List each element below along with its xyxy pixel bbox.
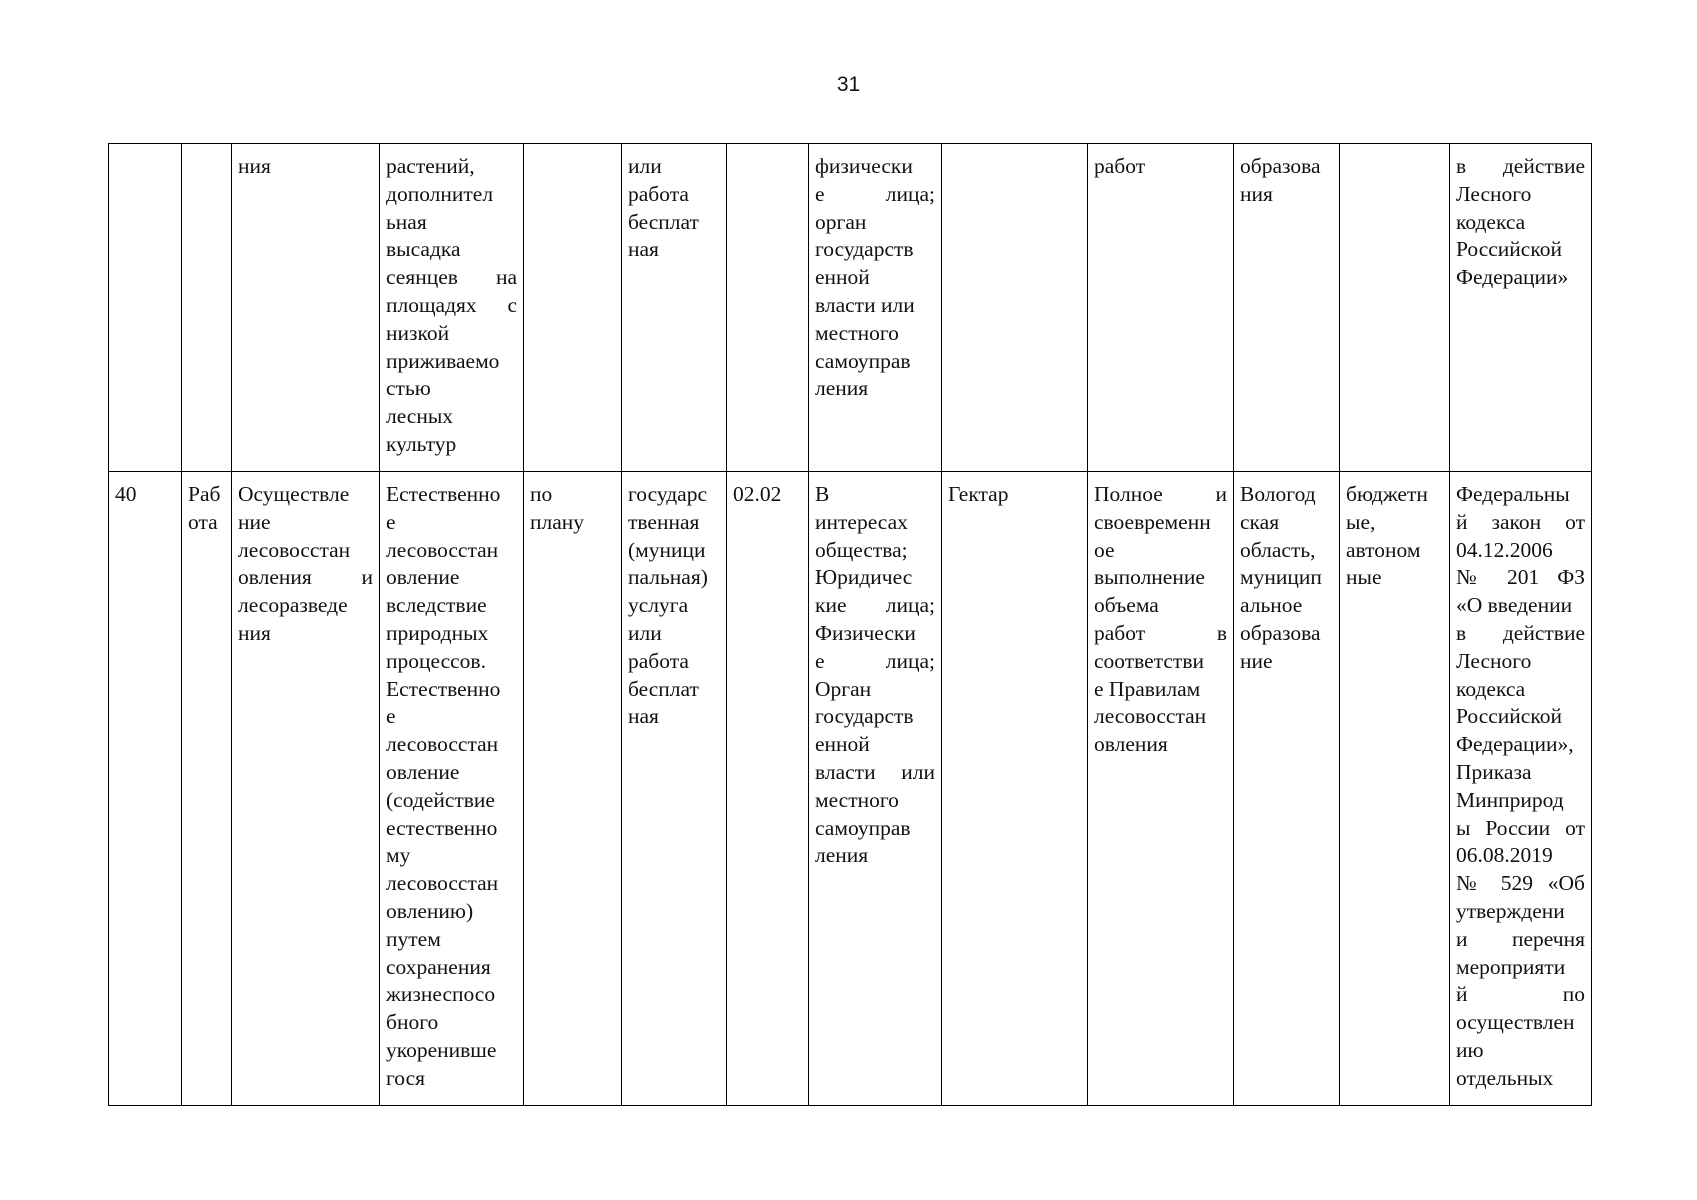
cell-text-line: е лица; bbox=[815, 181, 935, 206]
cell-number bbox=[109, 144, 182, 472]
cell-text-line: или bbox=[628, 154, 662, 178]
cell-text-line: Полное и bbox=[1094, 482, 1227, 506]
cell-number bbox=[109, 472, 182, 1106]
cell-text-line: енной bbox=[815, 732, 870, 757]
cell-name bbox=[232, 144, 380, 472]
cell-text-line: Российской bbox=[1456, 237, 1562, 262]
cell-text-line: Минприрод bbox=[1456, 787, 1564, 812]
cell-name bbox=[232, 472, 380, 1106]
cell-type bbox=[182, 144, 232, 472]
cell-text-line: работа bbox=[628, 648, 689, 673]
cell-text-line: 02.02 bbox=[733, 482, 782, 506]
cell-text-line: Российской bbox=[1456, 704, 1562, 729]
cell-text-line: Федерации» bbox=[1456, 265, 1569, 290]
cell-text-line: енной bbox=[815, 265, 870, 290]
cell-institution-type bbox=[1340, 472, 1450, 1106]
cell-text-line: й по bbox=[1456, 982, 1585, 1007]
cell-territory bbox=[1234, 472, 1340, 1106]
cell-text-line: государств bbox=[815, 237, 914, 262]
table-row bbox=[109, 472, 1592, 1106]
cell-text-line: вследствие bbox=[386, 593, 487, 618]
cell-text-line: работа bbox=[628, 181, 689, 206]
cell-text-line: физически bbox=[815, 154, 913, 178]
cell-text-line: ьная bbox=[386, 209, 427, 234]
cell-text-line: ные bbox=[1346, 565, 1382, 590]
cell-text-line: отдельных bbox=[1456, 1065, 1554, 1090]
cell-text-line: лесовосстан bbox=[386, 732, 499, 757]
cell-text-line: Лесного bbox=[1456, 181, 1532, 206]
cell-text-line: 40 bbox=[115, 482, 137, 506]
cell-text-line: ния bbox=[238, 154, 271, 178]
table-row bbox=[109, 144, 1592, 472]
cell-text-line: власти или bbox=[815, 759, 935, 784]
cell-text-line: В bbox=[815, 482, 830, 506]
cell-text-line: ые, bbox=[1346, 509, 1376, 534]
cell-text-line: бюджетн bbox=[1346, 482, 1428, 506]
cell-text-line: образова bbox=[1240, 620, 1321, 645]
cell-text-line: овления и bbox=[238, 565, 373, 590]
cell-text-line: область, bbox=[1240, 537, 1316, 562]
cell-text-line: по bbox=[530, 482, 553, 506]
cell-text-line: сохранения bbox=[386, 954, 491, 979]
cell-text-line: укоренивше bbox=[386, 1037, 497, 1062]
cell-text-line: ы России от bbox=[1456, 815, 1585, 840]
cell-text-line: овление bbox=[386, 759, 460, 784]
cell-text-line: пальная) bbox=[628, 565, 708, 590]
cell-text-line: интересах bbox=[815, 509, 908, 534]
cell-text-line: самоуправ bbox=[815, 815, 911, 840]
cell-text-line: й закон от bbox=[1456, 509, 1585, 534]
cell-consumers bbox=[809, 144, 942, 472]
cell-text-line: Федерации», bbox=[1456, 732, 1574, 757]
cell-text-line: лесных bbox=[386, 404, 454, 429]
cell-code bbox=[727, 472, 809, 1106]
cell-text-line: Приказа bbox=[1456, 759, 1532, 784]
cell-text-line: высадка bbox=[386, 237, 461, 262]
cell-text-line: 06.08.2019 bbox=[1456, 843, 1553, 868]
cell-text-line: ние bbox=[1240, 648, 1273, 673]
cell-text-line: ния bbox=[238, 620, 271, 645]
cell-text-line: в действие bbox=[1456, 620, 1585, 645]
cell-text-line: плану bbox=[530, 509, 585, 534]
cell-text-line: бного bbox=[386, 1010, 439, 1035]
cell-text-line: ния bbox=[1240, 181, 1273, 206]
cell-text-line: государс bbox=[628, 482, 707, 506]
cell-text-line: власти или bbox=[815, 292, 915, 317]
cell-code bbox=[727, 144, 809, 472]
cell-text-line: местного bbox=[815, 320, 899, 345]
cell-indicator bbox=[1088, 472, 1234, 1106]
cell-text-line: ота bbox=[188, 509, 218, 534]
cell-text-line: гося bbox=[386, 1065, 426, 1090]
cell-text-line: «О введении bbox=[1456, 593, 1573, 618]
cell-text-line: лесовосстан bbox=[386, 871, 499, 896]
cell-text-line: естественно bbox=[386, 815, 498, 840]
cell-text-line: Лесного bbox=[1456, 648, 1532, 673]
cell-text-line: растений, bbox=[386, 154, 475, 178]
cell-unit bbox=[942, 472, 1088, 1106]
document-table bbox=[108, 143, 1592, 1106]
cell-text-line: Гектар bbox=[948, 482, 1009, 506]
cell-text-line: ления bbox=[815, 376, 869, 401]
cell-text-line: е Правилам bbox=[1094, 676, 1201, 701]
cell-text-line: в действие bbox=[1456, 154, 1585, 178]
cell-text-line: автоном bbox=[1346, 537, 1421, 562]
cell-text-line: выполнение bbox=[1094, 565, 1205, 590]
cell-text-line: Естественно bbox=[386, 676, 501, 701]
cell-text-line: утверждени bbox=[1456, 898, 1565, 923]
cell-text-line: Федеральны bbox=[1456, 482, 1570, 506]
cell-text-line: или bbox=[628, 620, 662, 645]
cell-text-line: бесплат bbox=[628, 676, 699, 701]
cell-text-line: № 201 ФЗ bbox=[1456, 565, 1585, 590]
cell-text-line: приживаемо bbox=[386, 348, 500, 373]
cell-legal-basis bbox=[1450, 472, 1592, 1106]
cell-text-line: низкой bbox=[386, 320, 450, 345]
cell-text-line: ию bbox=[1456, 1037, 1484, 1062]
cell-text-line: процессов. bbox=[386, 648, 486, 673]
cell-text-line: 04.12.2006 bbox=[1456, 537, 1553, 562]
cell-service-kind bbox=[622, 144, 727, 472]
cell-text-line: лесовосстан bbox=[1094, 704, 1207, 729]
cell-indicator bbox=[1088, 144, 1234, 472]
cell-text-line: е bbox=[386, 704, 396, 729]
page-number: 31 bbox=[836, 73, 861, 96]
cell-text-line: овлению) bbox=[386, 898, 474, 923]
cell-service-kind bbox=[622, 472, 727, 1106]
cell-text-line: осуществлен bbox=[1456, 1010, 1575, 1035]
cell-type bbox=[182, 472, 232, 1106]
cell-text-line: му bbox=[386, 843, 411, 868]
cell-text-line: стью bbox=[386, 376, 431, 401]
cell-text-line: ления bbox=[815, 843, 869, 868]
cell-text-line: работ bbox=[1094, 154, 1146, 178]
cell-text-line: кодекса bbox=[1456, 209, 1526, 234]
cell-text-line: (содействие bbox=[386, 787, 495, 812]
cell-text-line: Раб bbox=[188, 482, 221, 506]
cell-text-line: ная bbox=[628, 704, 659, 729]
cell-consumers bbox=[809, 472, 942, 1106]
cell-text-line: Осуществле bbox=[238, 482, 350, 506]
cell-text-line: орган bbox=[815, 209, 867, 234]
cell-text-line: ое bbox=[1094, 537, 1115, 562]
cell-condition bbox=[524, 144, 622, 472]
cell-text-line: альное bbox=[1240, 593, 1303, 618]
cell-text-line: муницип bbox=[1240, 565, 1322, 590]
cell-text-line: твенная bbox=[628, 509, 700, 534]
cell-text-line: соответстви bbox=[1094, 648, 1204, 673]
cell-text-line: е лица; bbox=[815, 648, 935, 673]
cell-text-line: лесовосстан bbox=[386, 537, 499, 562]
cell-text-line: услуга bbox=[628, 593, 689, 618]
cell-text-line: культур bbox=[386, 431, 457, 456]
cell-text-line: бесплат bbox=[628, 209, 699, 234]
cell-text-line: овления bbox=[1094, 732, 1168, 757]
cell-text-line: ская bbox=[1240, 509, 1280, 534]
cell-text-line: мероприяти bbox=[1456, 954, 1566, 979]
cell-text-line: государств bbox=[815, 704, 914, 729]
cell-text-line: путем bbox=[386, 926, 441, 951]
cell-text-line: ная bbox=[628, 237, 659, 262]
cell-text-line: Юридичес bbox=[815, 565, 913, 590]
cell-text-line: Естественно bbox=[386, 482, 501, 506]
cell-content bbox=[380, 472, 524, 1106]
cell-text-line: площадях с bbox=[386, 292, 517, 317]
cell-legal-basis bbox=[1450, 144, 1592, 472]
cell-text-line: и перечня bbox=[1456, 926, 1585, 951]
cell-text-line: № 529 «Об bbox=[1456, 871, 1585, 896]
cell-text-line: жизнеспосо bbox=[386, 982, 496, 1007]
cell-text-line: образова bbox=[1240, 154, 1321, 178]
cell-text-line: (муници bbox=[628, 537, 706, 562]
cell-text-line: своевременн bbox=[1094, 509, 1211, 534]
cell-territory bbox=[1234, 144, 1340, 472]
cell-text-line: е bbox=[386, 509, 396, 534]
cell-text-line: Орган bbox=[815, 676, 872, 701]
cell-text-line: местного bbox=[815, 787, 899, 812]
cell-text-line: дополнител bbox=[386, 181, 494, 206]
cell-condition bbox=[524, 472, 622, 1106]
cell-content bbox=[380, 144, 524, 472]
cell-text-line: кодекса bbox=[1456, 676, 1526, 701]
cell-institution-type bbox=[1340, 144, 1450, 472]
cell-text-line: ние bbox=[238, 509, 271, 534]
cell-text-line: кие лица; bbox=[815, 593, 935, 618]
cell-text-line: работ в bbox=[1094, 620, 1227, 645]
cell-text-line: Физически bbox=[815, 620, 916, 645]
cell-text-line: лесовосстан bbox=[238, 537, 351, 562]
cell-unit bbox=[942, 144, 1088, 472]
cell-text-line: объема bbox=[1094, 593, 1159, 618]
cell-text-line: сеянцев на bbox=[386, 265, 517, 290]
cell-text-line: лесоразведе bbox=[238, 593, 348, 618]
cell-text-line: Вологод bbox=[1240, 482, 1316, 506]
cell-text-line: самоуправ bbox=[815, 348, 911, 373]
cell-text-line: общества; bbox=[815, 537, 908, 562]
cell-text-line: природных bbox=[386, 620, 489, 645]
cell-text-line: овление bbox=[386, 565, 460, 590]
